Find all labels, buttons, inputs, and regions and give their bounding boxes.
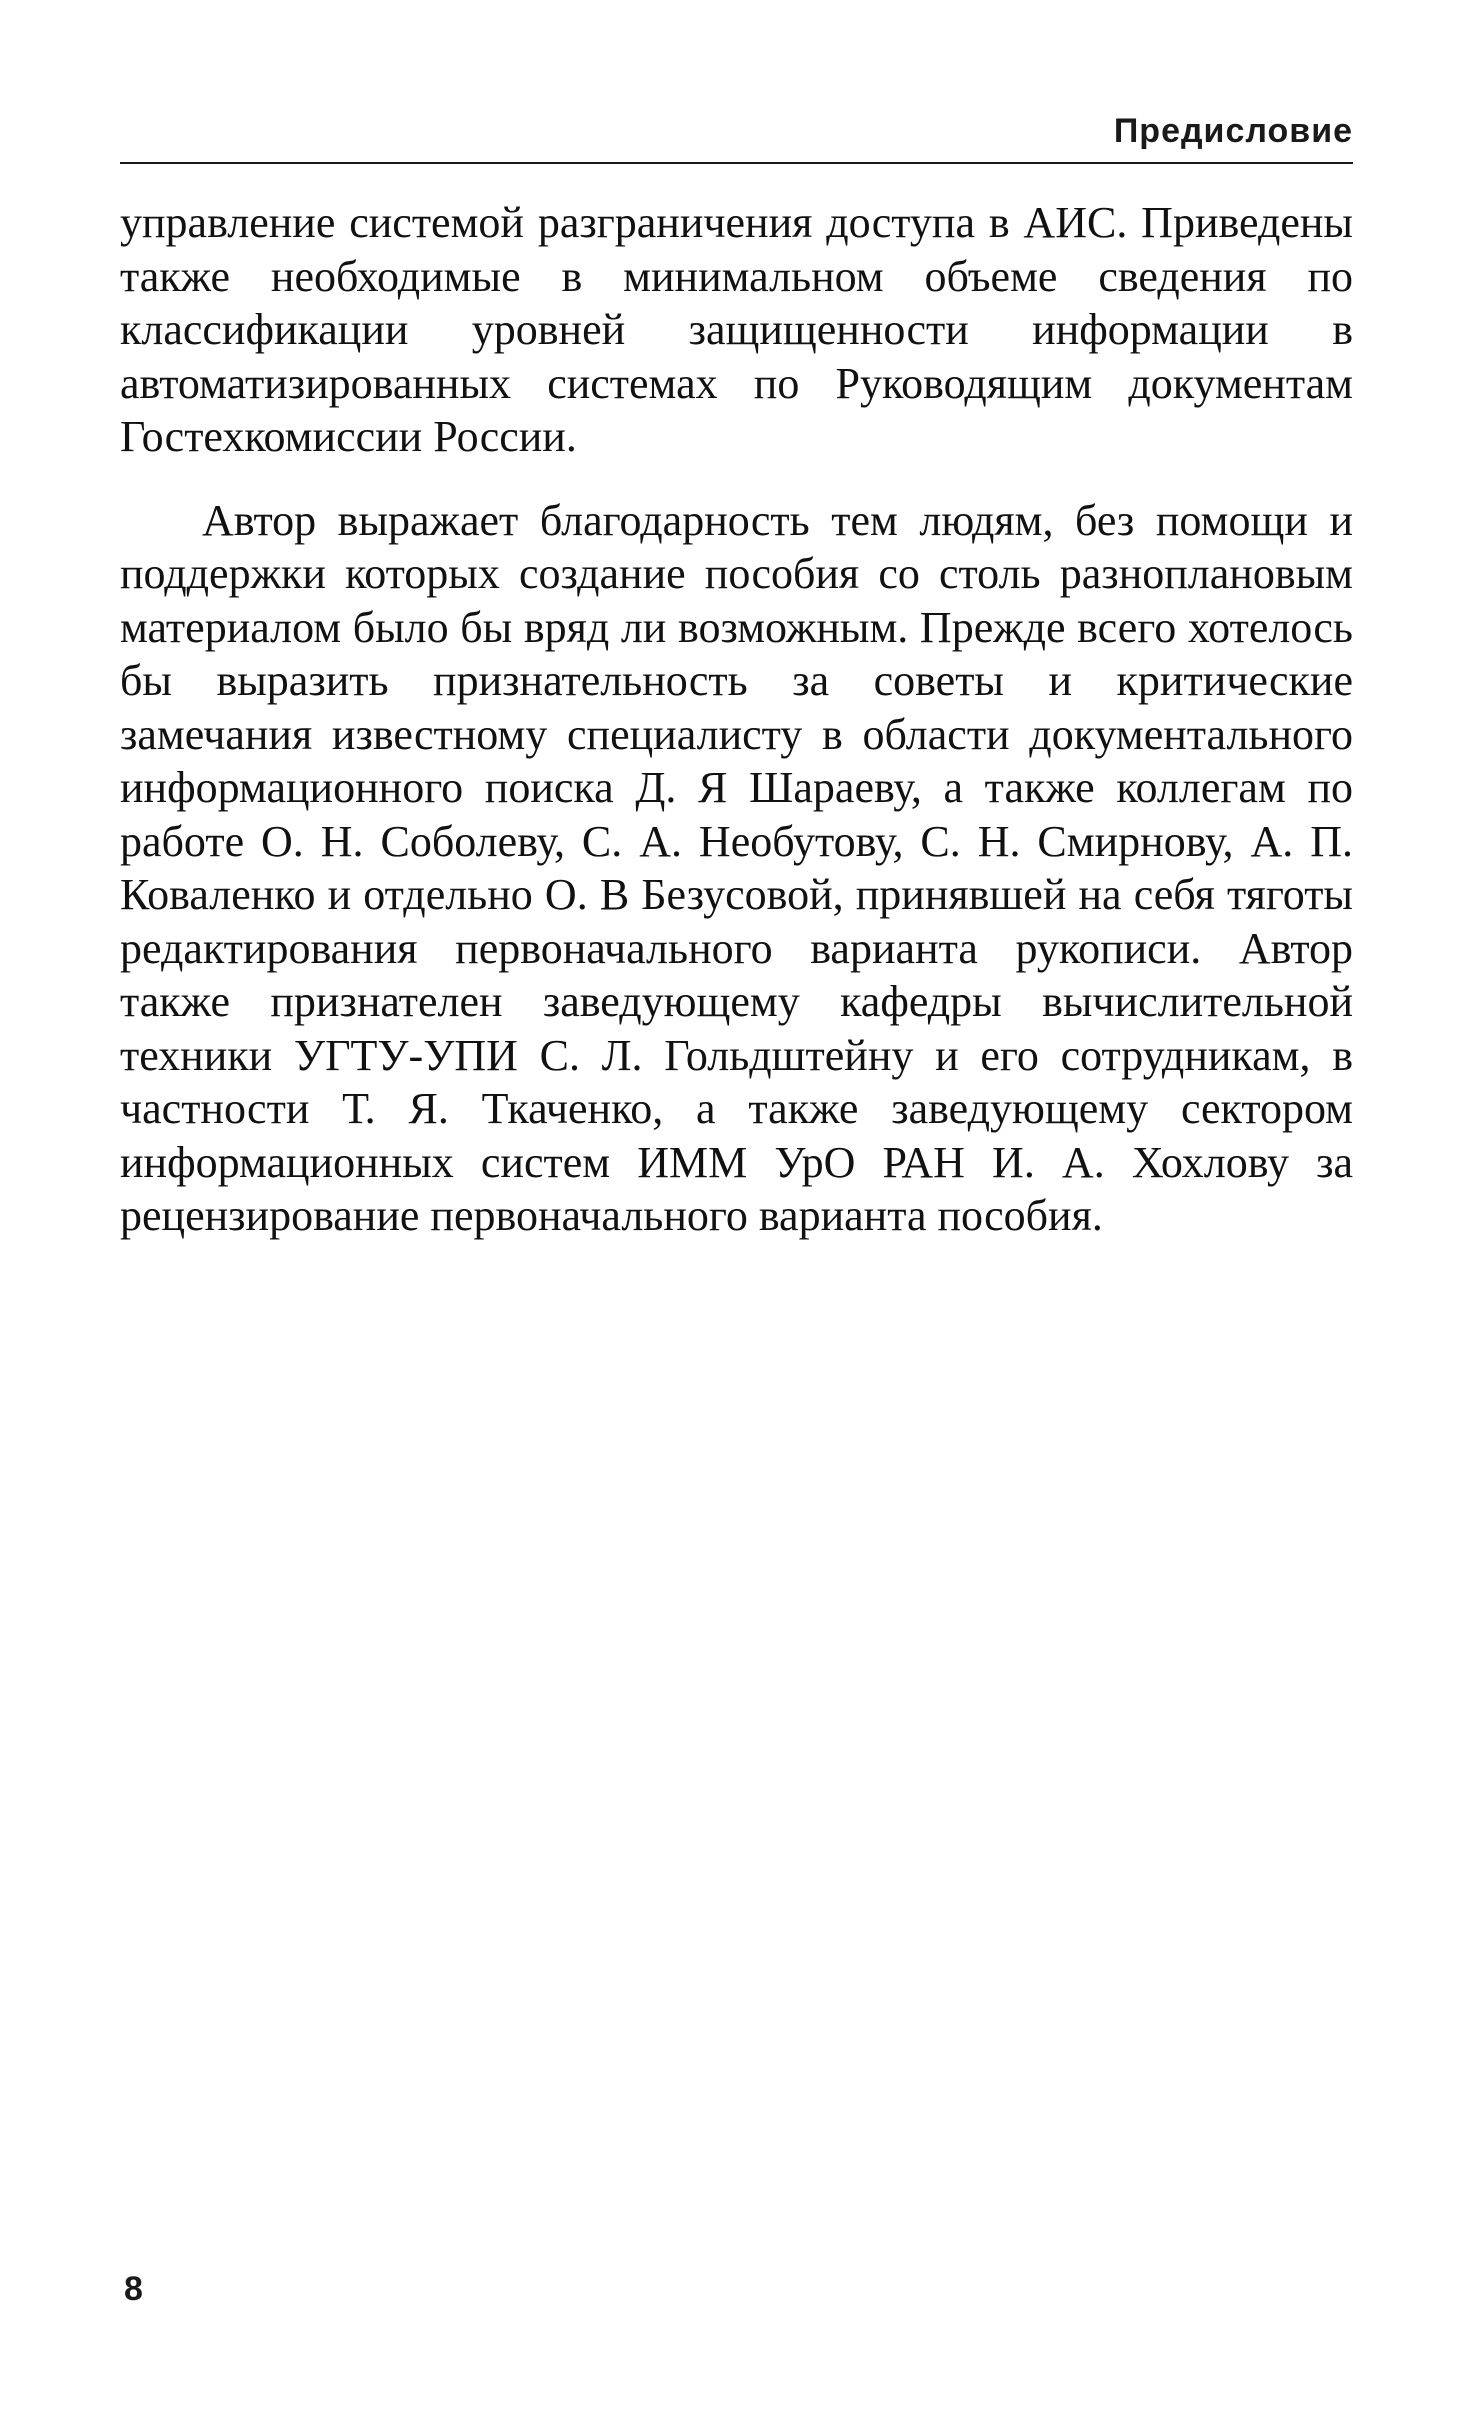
page-number: 8 [124,2270,143,2308]
body-text [120,196,1353,1243]
running-header-title: Предисловие [1113,112,1353,150]
running-header [120,112,1353,164]
paragraph-acknowledgements: Автор выражает благодарность тем людям, без помощи и поддержки которых создание пособия со столь разноплановым материалом было бы вряд ли возможным. Прежде всего хотелось бы выразить признательность за советы и критические замечания известному специалисту в области документального информационного поиска Д. Я Шараеву, а также коллегам по работе О. Н. Соболеву, С. А. Необутову, С. Н. Смирнову, А. П. Коваленко и отдельно О. В Безусовой, принявшей на себя тяготы редактирования первоначального варианта рукописи. Автор также признателен заведующему кафедры вычислительной техники УГТУ-УПИ С. Л. Гольдштейну и его сотрудникам, в частности Т. Я. Ткаченко, а также заведующему сектором информационных систем ИММ УрО РАН И. А. Хохлову за рецензирование первоначального варианта пособия. [120,495,1353,1240]
paragraph-continuation: управление системой разграничения доступа в АИС. Приведены также необходимые в минимальном объеме сведения по классификации уровней защищенности информации в автоматизированных системах по Руководящим документам Гостехкомиссии России. [120,198,1353,461]
